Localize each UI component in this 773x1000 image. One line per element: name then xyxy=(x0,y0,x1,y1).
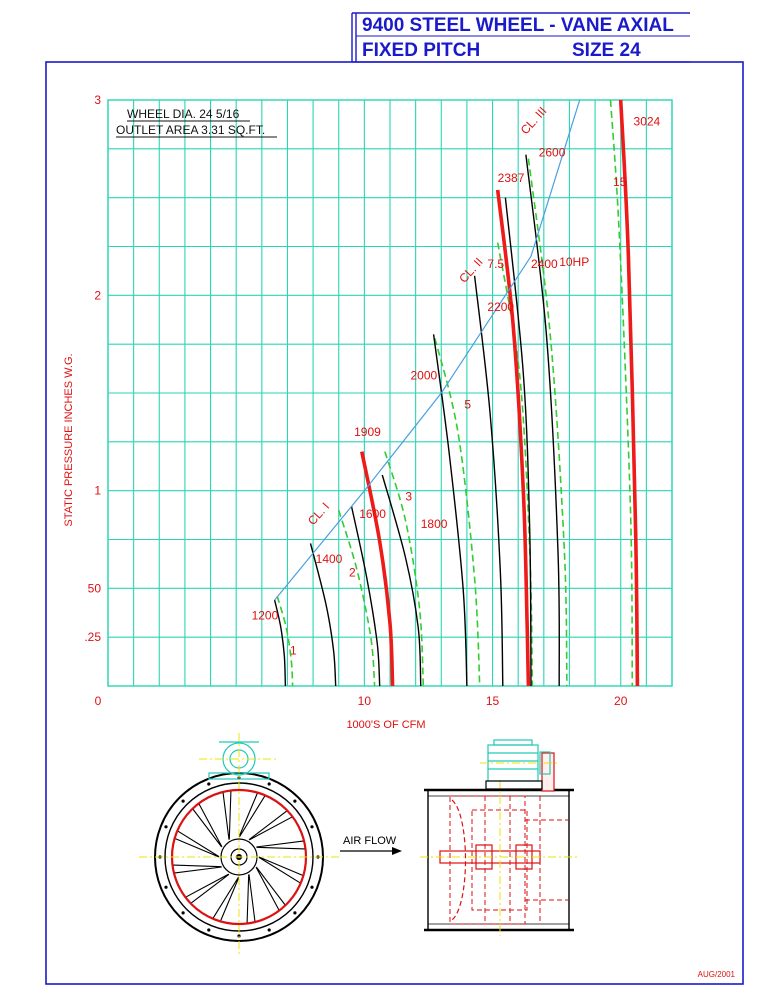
performance-chart xyxy=(84,93,672,708)
rpm-label-1800: 1800 xyxy=(420,516,448,531)
rpm-curve-1909 xyxy=(362,452,393,686)
flange-bolt xyxy=(164,886,167,889)
outlet-area: OUTLET AREA 3.31 SQ.FT. xyxy=(116,123,266,137)
fan-blade xyxy=(186,874,229,903)
rpm-label-2387: 2387 xyxy=(497,171,525,186)
hp-label-7.5: 7.5 xyxy=(487,256,505,271)
motor-side xyxy=(488,740,550,781)
rpm-label-2600: 2600 xyxy=(538,145,566,160)
wheel-info-box xyxy=(116,107,277,137)
x-tick-label: 0 xyxy=(94,694,102,708)
rpm-curve-1600 xyxy=(352,506,380,686)
flange-bolt xyxy=(182,800,185,803)
fan-blade xyxy=(174,865,222,873)
flange-bolt xyxy=(268,928,271,931)
flange-bolt xyxy=(293,911,296,914)
y-tick-label: 3 xyxy=(94,93,101,107)
fan-blade xyxy=(223,792,231,840)
x-axis-title: 1000'S OF CFM xyxy=(346,719,426,731)
rpm-label-2400: 2400 xyxy=(531,256,558,271)
fan-blade xyxy=(249,811,292,840)
flange-bolt xyxy=(207,782,210,785)
hp-label-5: 5 xyxy=(464,397,472,412)
flange-bolt xyxy=(293,800,296,803)
fan-blade xyxy=(247,874,255,922)
rpm-curve-2200 xyxy=(475,276,503,686)
hp-label-2: 2 xyxy=(348,565,356,580)
class-label: CL. II xyxy=(456,254,486,286)
hp-label-10HP: 10HP xyxy=(559,255,590,270)
fan-blade xyxy=(256,841,304,849)
x-tick-label: 15 xyxy=(485,694,500,708)
y-axis-title: STATIC PRESSURE INCHES W.G. xyxy=(63,353,75,527)
hp-label-3: 3 xyxy=(405,489,413,504)
y-tick-label: 1 xyxy=(94,483,101,498)
hp-label-1: 1 xyxy=(290,643,297,658)
header-title-fixed-pitch: FIXED PITCH xyxy=(362,40,481,61)
rpm-label-1400: 1400 xyxy=(315,551,343,566)
rpm-label-2000: 2000 xyxy=(410,368,438,383)
header-title-size: SIZE 24 xyxy=(572,40,641,61)
flange-bolt xyxy=(207,928,210,931)
revision-date: AUG/2001 xyxy=(697,970,735,979)
y-tick-label: 2 xyxy=(94,288,101,303)
rpm-label-1200: 1200 xyxy=(251,608,279,623)
rpm-label-2200: 2200 xyxy=(487,299,515,314)
air-flow-arrow-icon xyxy=(340,847,402,855)
class-label: CL. III xyxy=(517,104,550,138)
hp-curve-10HP xyxy=(528,159,567,686)
fan-side-view xyxy=(420,740,578,936)
y-tick-label: 50 xyxy=(87,581,101,596)
flange-bolt xyxy=(310,825,313,828)
flange-bolt xyxy=(182,911,185,914)
hp-label-15: 15 xyxy=(613,174,627,189)
wheel-diameter: WHEEL DIA. 24 5/16 xyxy=(127,107,240,121)
x-tick-label: 20 xyxy=(614,694,628,708)
flange-bolt xyxy=(268,782,271,785)
rpm-label-1909: 1909 xyxy=(354,424,381,439)
fan-blade xyxy=(256,867,285,910)
air-flow-label: AIR FLOW xyxy=(343,835,397,847)
fan-blade xyxy=(193,804,222,847)
header-title-line1: 9400 STEEL WHEEL - VANE AXIAL xyxy=(362,15,674,36)
class-label: CL. I xyxy=(304,499,333,528)
rpm-label-3024: 3024 xyxy=(633,114,661,129)
rpm-label-1600: 1600 xyxy=(359,507,386,522)
hp-curve-2 xyxy=(339,510,375,686)
x-tick-label: 10 xyxy=(357,694,372,708)
chart-grid xyxy=(108,100,672,686)
flange-bolt xyxy=(164,825,167,828)
fan-front-view xyxy=(139,733,339,957)
y-tick-label: .25 xyxy=(84,630,101,645)
flange-bolt xyxy=(310,886,313,889)
rpm-curve-2000 xyxy=(434,334,467,686)
axis-ticks xyxy=(84,93,627,708)
